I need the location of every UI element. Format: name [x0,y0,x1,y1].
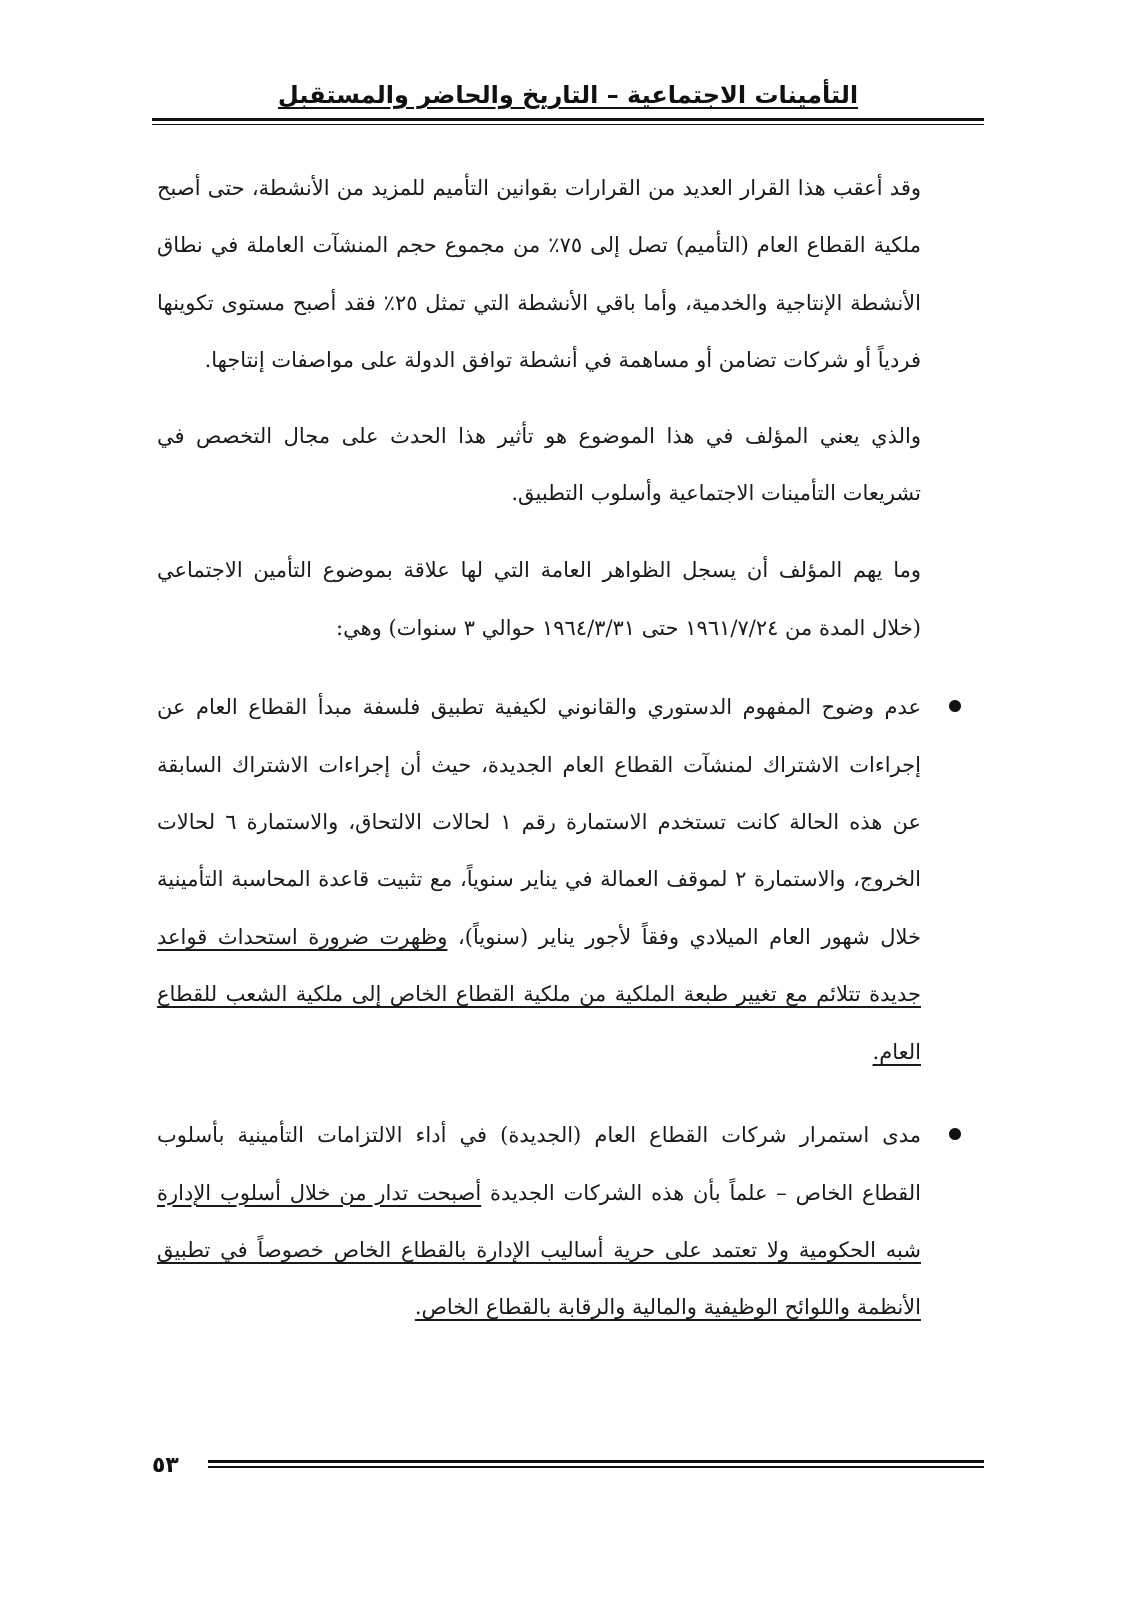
header-divider [152,118,984,125]
page-footer [152,1452,984,1482]
bullet-underlined-text: أصبحت تدار من خلال أسلوب الإدارة شبه الحكومية ولا تعتمد على حرية أساليب الإدارة بالقطاع الخاص خصوصاً في تطبيق الأنظمة واللوائح الوظيفية والمالية والرقابة بالقطاع الخاص. [157,1180,921,1320]
paragraph-gap [157,522,981,542]
running-header-title: التأمينات الاجتماعية – التاريخ والحاضر والمستقبل [277,81,859,109]
paragraph-author-interest: والذي يعني المؤلف في هذا الموضوع هو تأثير هذا الحدث على مجال التخصص في تشريعات التأمينات الاجتماعية وأسلوب التطبيق. [157,423,921,506]
page-content [157,160,981,1337]
bullet-text [157,1107,921,1337]
bullet-body: عدم وضوح المفهوم الدستوري والقانوني لكيفية تطبيق فلسفة مبدأ القطاع العام عن إجراءات الاشتراك لمنشآت القطاع العام الجديدة، حيث أن إجراءات الاشتراك السابقة عن هذه الحالة كانت تستخدم الاستمارة رقم ١ لحالات الالتحاق، والاستمارة ٦ لحالات الخروج، والاستمارة ٢ لموقف العمالة في يناير سنوياً، مع تثبيت قاعدة المحاسبة التأمينية خلال شهور العام الميلادي وفقاً لأجور يناير (سنوياً)، [157,695,921,949]
paragraph-nationalization: وقد أعقب هذا القرار العديد من القرارات بقوانين التأميم للمزيد من الأنشطة، حتى أصبح ملكية القطاع العام (التأميم) تصل إلى ٧٥٪ من مجموع حجم المنشآت العاملة في نطاق الأنشطة الإنتاجية والخدمية، وأما باقي الأنشطة التي تمثل ٢٥٪ فقد أصبح مستوى تكوينها فردياً أو شركات تضامن أو مساهمة في أنشطة توافق الدولة على مواصفات إنتاجها. [157,176,921,373]
bullet-underlined-text: وظهرت ضرورة استحداث قواعد جديدة تتلائم مع تغيير طبعة الملكية من ملكية القطاع الخاص إلى ملكية الشعب للقطاع العام. [157,924,921,1064]
bullet-item-public-sector-companies [157,1107,981,1337]
bullet-icon [949,700,961,712]
paragraph-phenomena-intro: وما يهم المؤلف أن يسجل الظواهر العامة التي لها علاقة بموضوع التأمين الاجتماعي (خلال المدة من ١٩٦١/٧/٢٤ حتى ١٩٦٤/٣/٣١ حوالي ٣ سنوات) وهي: [157,558,921,640]
paragraph-gap [157,657,981,679]
bullet-item-registration [157,679,981,1081]
bullet-text [157,679,921,1081]
footer-divider [208,1460,984,1468]
page-header [152,78,984,125]
page-number: ٥٣ [152,1453,179,1478]
paragraph-gap [157,390,981,408]
paragraph-gap [157,1081,981,1107]
bullet-body: مدى استمرار شركات القطاع العام (الجديدة) في أداء الالتزامات التأمينية بأسلوب القطاع الخاص – علماً بأن هذه الشركات الجديدة [157,1123,921,1205]
bullet-icon [949,1128,961,1140]
